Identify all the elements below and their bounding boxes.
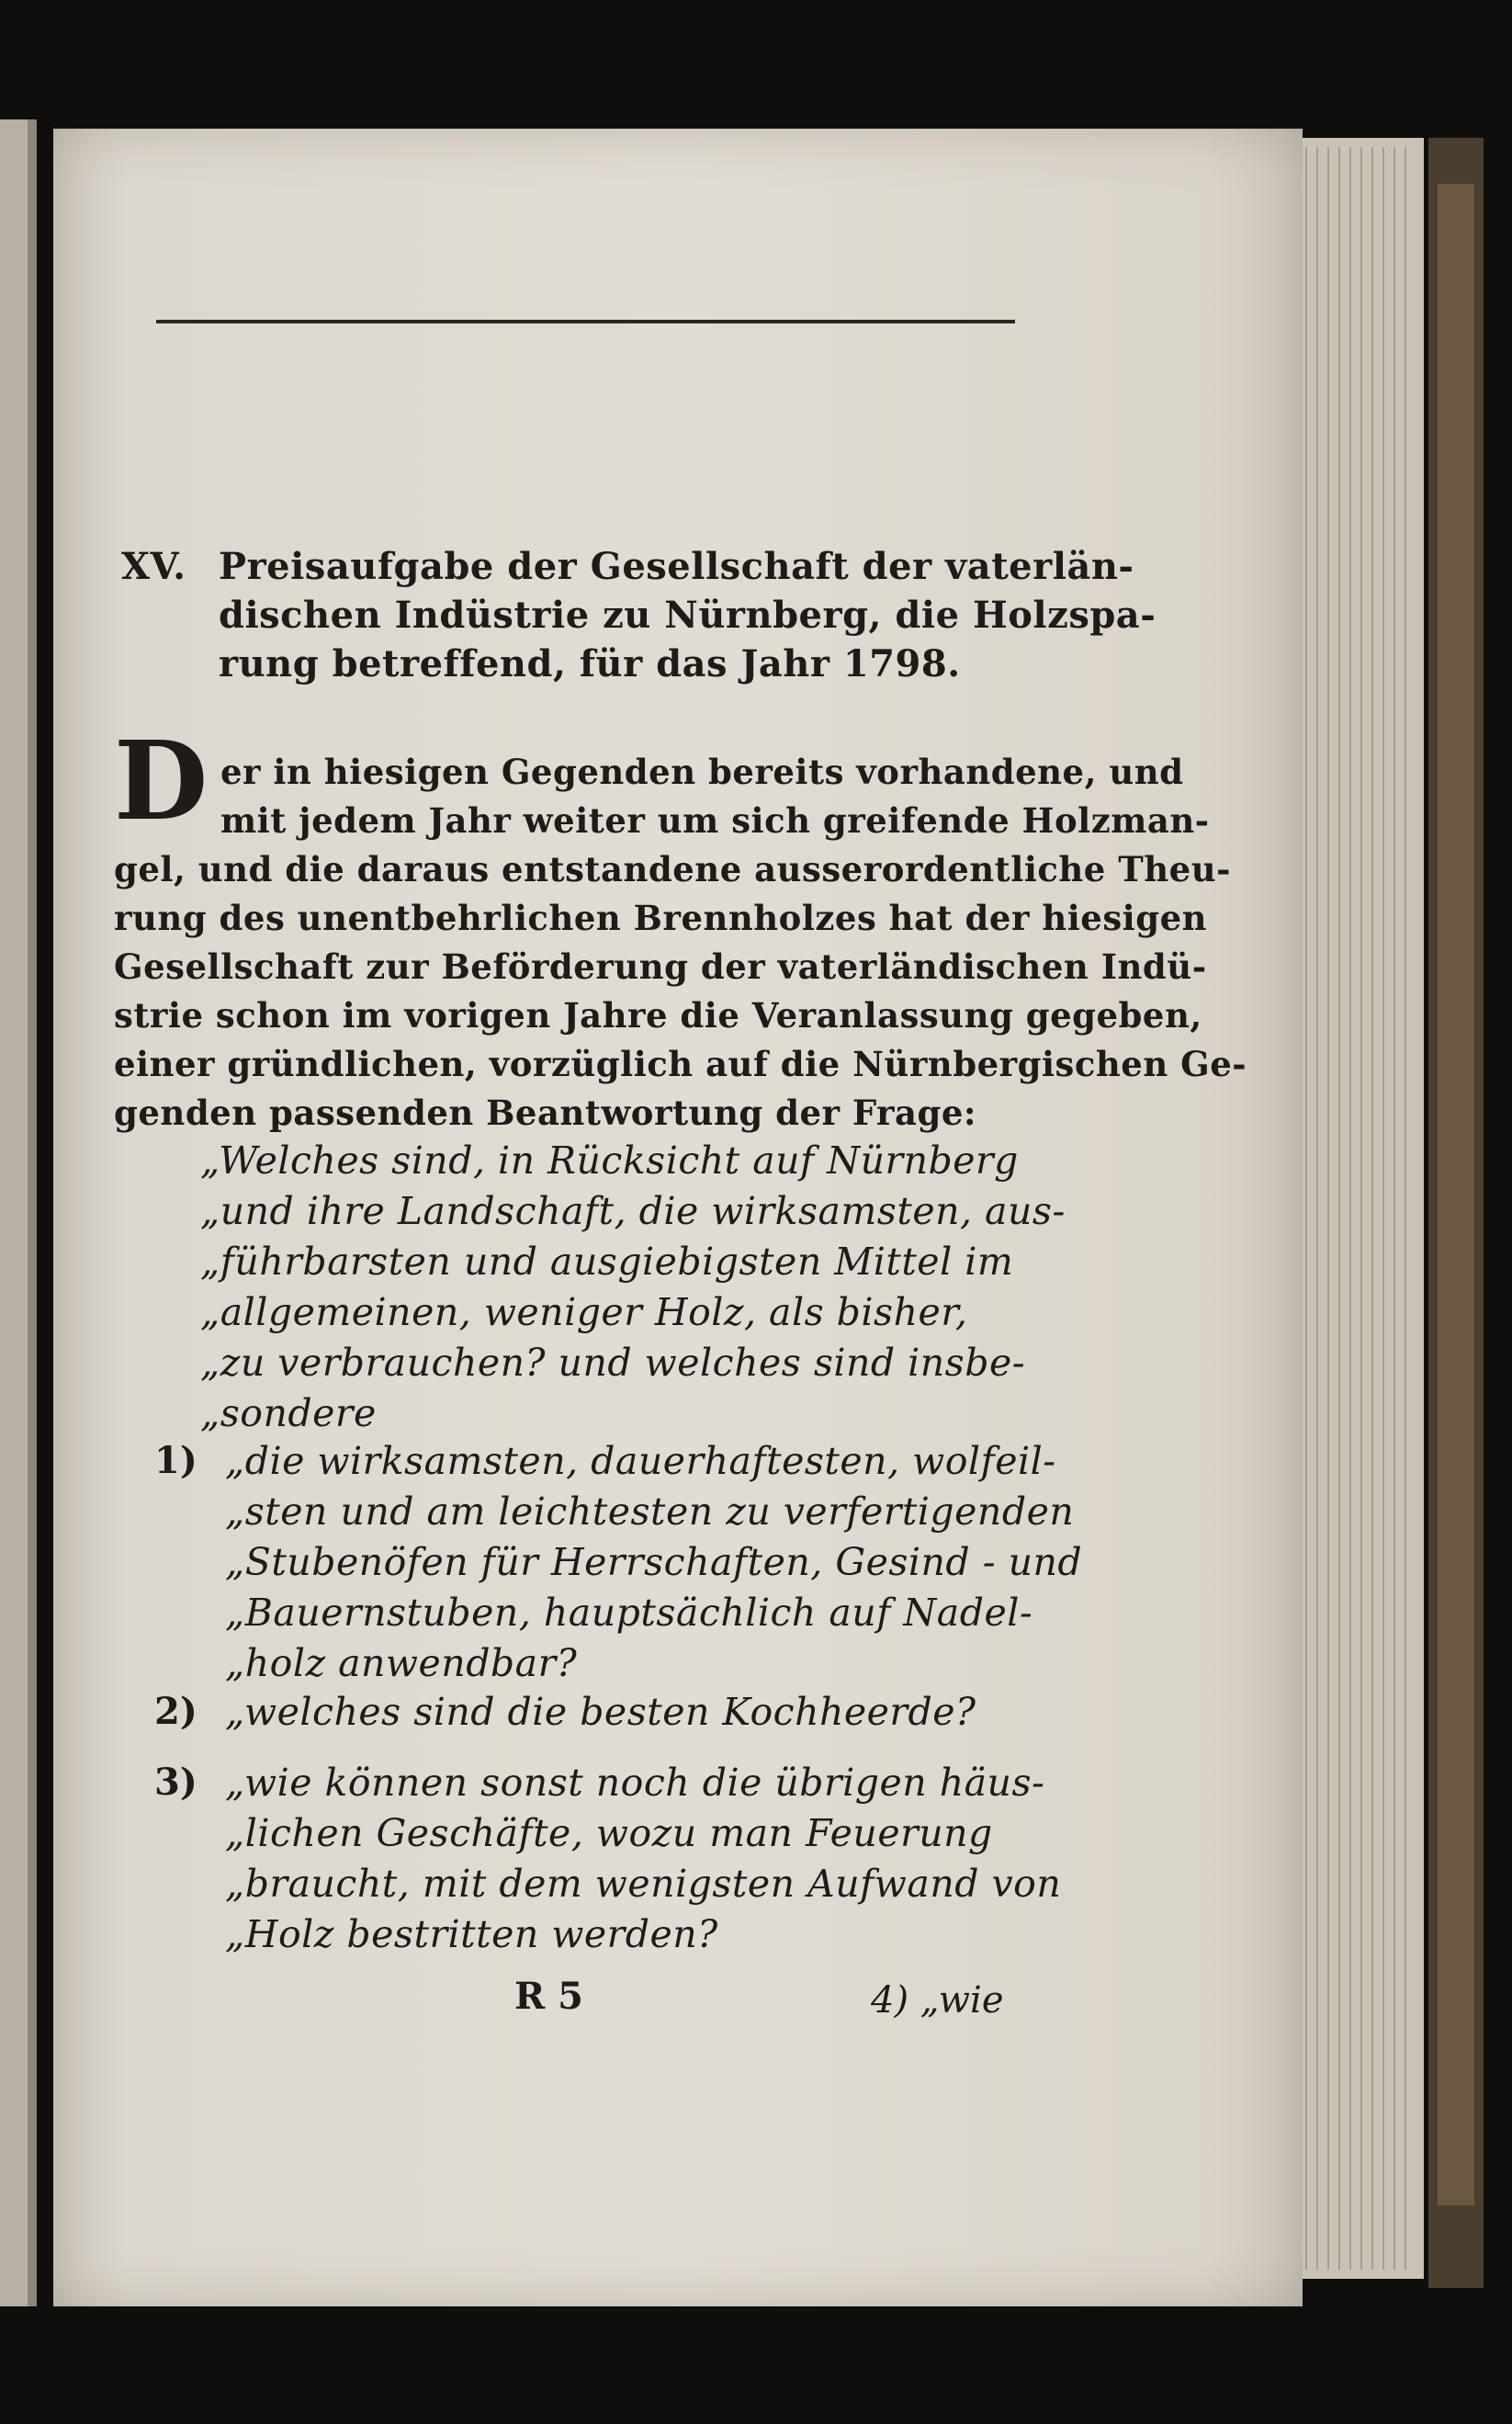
quote-line: „zu verbrauchen? und welches sind insbe- (200, 1341, 1026, 1385)
question-number: 2) (154, 1690, 197, 1733)
intro-line: er in hiesigen Gegenden bereits vorhandene, und (220, 752, 1184, 792)
signature-mark: R 5 (514, 1975, 583, 2018)
intro-line: mit jedem Jahr weiter um sich greifende Holzman- (220, 800, 1210, 841)
heading-line: rung betreffend, für das Jahr 1798. (219, 642, 961, 685)
quote-line: „führbarsten und ausgiebigsten Mittel im (200, 1240, 1014, 1284)
quote-line: „und ihre Landschaft, die wirksamsten, aus- (200, 1189, 1066, 1233)
quote-line: „allgemeinen, weniger Holz, als bisher, (200, 1290, 968, 1334)
heading-line: Preisaufgabe der Gesellschaft der vaterlän- (219, 545, 1134, 588)
intro-line: rung des unentbehrlichen Brennholzes hat der hiesigen (114, 898, 1208, 938)
heading-number: XV. (121, 545, 186, 588)
question-line: „sten und am leichtesten zu verfertigenden (225, 1490, 1075, 1534)
question-line: „Holz bestritten werden? (225, 1912, 718, 1956)
drop-cap: D (114, 717, 209, 844)
heading-line: dischen Indüstrie zu Nürnberg, die Holzspa- (219, 594, 1157, 637)
intro-line: Gesellschaft zur Beförderung der vaterländischen Indü- (114, 946, 1207, 987)
intro-line: genden passenden Beantwortung der Frage: (114, 1093, 977, 1133)
intro-line: strie schon im vorigen Jahre die Veranlassung gegeben, (114, 995, 1202, 1036)
question-line: „Bauernstuben, hauptsächlich auf Nadel- (225, 1591, 1033, 1635)
catchword: 4) „wie (871, 1979, 1004, 2022)
question-line: „die wirksamsten, dauerhaftesten, wolfeil- (225, 1439, 1056, 1483)
intro-line: einer gründlichen, vorzüglich auf die Nürnbergischen Ge- (114, 1044, 1247, 1084)
question-line: „holz anwendbar? (225, 1641, 578, 1685)
quote-line: „sondere (200, 1391, 377, 1435)
question-line: „Stubenöfen für Herrschaften, Gesind - und (225, 1540, 1083, 1584)
header-rule (156, 320, 1015, 323)
question-line: „lichen Geschäfte, wozu man Feuerung (225, 1811, 993, 1855)
quote-line: „Welches sind, in Rücksicht auf Nürnberg (200, 1138, 1019, 1183)
question-number: 1) (154, 1439, 197, 1482)
question-line: „welches sind die besten Kochheerde? (225, 1690, 976, 1734)
question-line: „braucht, mit dem wenigsten Aufwand von (225, 1862, 1062, 1906)
question-line: „wie können sonst noch die übrigen häus- (225, 1761, 1045, 1805)
intro-line: gel, und die daraus entstandene ausserordentliche Theu- (114, 849, 1231, 889)
question-number: 3) (154, 1761, 197, 1804)
